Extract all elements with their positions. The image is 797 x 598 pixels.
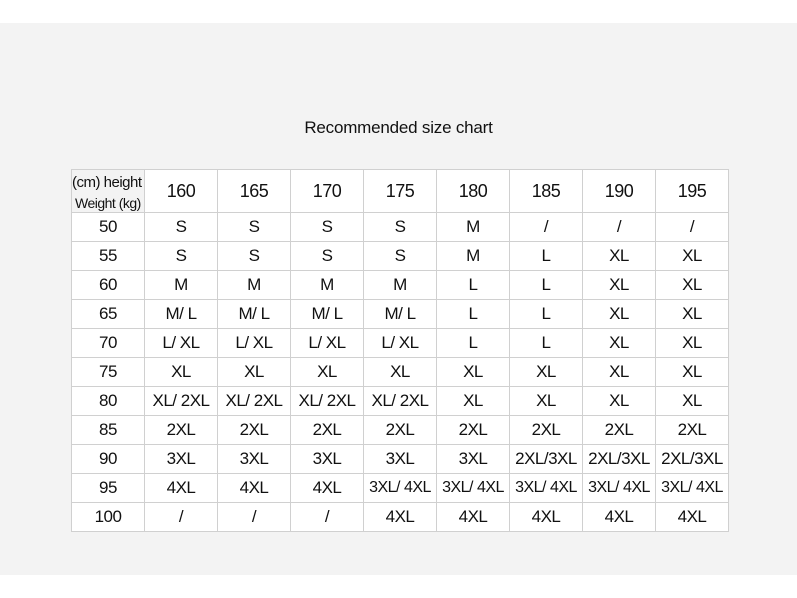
- size-cell: L/ XL: [364, 329, 437, 358]
- size-cell: XL: [510, 358, 583, 387]
- size-cell: L: [510, 300, 583, 329]
- table-row: [72, 213, 729, 242]
- size-cell: L: [437, 329, 510, 358]
- size-cell: 3XL: [218, 445, 291, 474]
- size-cell: 2XL: [218, 416, 291, 445]
- size-cell: XL: [656, 329, 729, 358]
- table-row: [72, 387, 729, 416]
- size-cell: L: [510, 242, 583, 271]
- size-cell: S: [364, 213, 437, 242]
- size-cell: 4XL: [364, 503, 437, 532]
- size-cell: 2XL/3XL: [583, 445, 656, 474]
- table-row: [72, 445, 729, 474]
- size-cell: L/ XL: [291, 329, 364, 358]
- size-cell: M: [437, 242, 510, 271]
- size-cell: 3XL/ 4XL: [437, 474, 510, 503]
- size-cell: /: [145, 503, 218, 532]
- size-cell: XL: [583, 242, 656, 271]
- size-cell: XL: [583, 329, 656, 358]
- size-cell: /: [583, 213, 656, 242]
- size-cell: 3XL: [437, 445, 510, 474]
- size-cell: 2XL: [437, 416, 510, 445]
- table-row: [72, 358, 729, 387]
- weight-header-cell: 95: [72, 474, 145, 503]
- table-row: [72, 242, 729, 271]
- size-cell: /: [510, 213, 583, 242]
- height-header-cell: 180: [437, 170, 510, 213]
- table-row: [72, 300, 729, 329]
- size-cell: 2XL: [291, 416, 364, 445]
- height-header-cell: 175: [364, 170, 437, 213]
- size-cell: M: [291, 271, 364, 300]
- size-cell: XL: [437, 358, 510, 387]
- weight-header-cell: 80: [72, 387, 145, 416]
- size-cell: 3XL/ 4XL: [364, 474, 437, 503]
- size-cell: XL: [583, 300, 656, 329]
- table-row: [72, 416, 729, 445]
- size-cell: S: [145, 242, 218, 271]
- size-cell: M: [364, 271, 437, 300]
- size-cell: S: [291, 242, 364, 271]
- weight-axis-label: Weight (kg): [75, 195, 141, 211]
- size-cell: XL/ 2XL: [291, 387, 364, 416]
- size-cell: L/ XL: [145, 329, 218, 358]
- size-cell: 3XL: [145, 445, 218, 474]
- size-cell: S: [218, 213, 291, 242]
- weight-header-cell: 55: [72, 242, 145, 271]
- size-cell: 2XL/3XL: [510, 445, 583, 474]
- size-cell: S: [218, 242, 291, 271]
- size-cell: XL: [437, 387, 510, 416]
- size-cell: XL: [583, 271, 656, 300]
- size-cell: 2XL: [364, 416, 437, 445]
- weight-header-cell: 85: [72, 416, 145, 445]
- size-cell: 3XL/ 4XL: [510, 474, 583, 503]
- size-cell: M: [145, 271, 218, 300]
- size-cell: 4XL: [656, 503, 729, 532]
- size-cell: XL: [583, 387, 656, 416]
- height-header-cell: 170: [291, 170, 364, 213]
- height-header-cell: 195: [656, 170, 729, 213]
- weight-header-cell: 70: [72, 329, 145, 358]
- corner-cell: [72, 170, 145, 213]
- height-header-cell: 165: [218, 170, 291, 213]
- size-cell: XL: [510, 387, 583, 416]
- size-cell: XL: [656, 387, 729, 416]
- size-cell: 3XL: [364, 445, 437, 474]
- size-chart-table: [71, 169, 729, 532]
- height-axis-label: (cm) height: [72, 174, 142, 191]
- size-cell: XL: [656, 300, 729, 329]
- weight-header-cell: 60: [72, 271, 145, 300]
- size-cell: L: [437, 271, 510, 300]
- size-cell: 4XL: [437, 503, 510, 532]
- size-cell: 2XL: [145, 416, 218, 445]
- size-cell: /: [656, 213, 729, 242]
- size-cell: /: [218, 503, 291, 532]
- size-cell: /: [291, 503, 364, 532]
- size-cell: M/ L: [218, 300, 291, 329]
- weight-header-cell: 100: [72, 503, 145, 532]
- size-cell: 4XL: [583, 503, 656, 532]
- size-cell: XL: [656, 358, 729, 387]
- size-cell: 3XL/ 4XL: [656, 474, 729, 503]
- size-cell: XL: [218, 358, 291, 387]
- weight-header-cell: 65: [72, 300, 145, 329]
- size-cell: XL: [291, 358, 364, 387]
- size-cell: 2XL: [656, 416, 729, 445]
- chart-title: Recommended size chart: [304, 118, 493, 137]
- size-cell: 2XL/3XL: [656, 445, 729, 474]
- size-cell: XL: [656, 271, 729, 300]
- header-row: [72, 170, 729, 213]
- size-cell: M: [437, 213, 510, 242]
- size-cell: S: [145, 213, 218, 242]
- size-cell: XL: [145, 358, 218, 387]
- size-cell: L: [510, 271, 583, 300]
- size-cell: M: [218, 271, 291, 300]
- size-cell: 4XL: [291, 474, 364, 503]
- size-cell: M/ L: [291, 300, 364, 329]
- size-cell: M/ L: [364, 300, 437, 329]
- height-header-cell: 190: [583, 170, 656, 213]
- size-cell: 3XL/ 4XL: [583, 474, 656, 503]
- size-cell: M/ L: [145, 300, 218, 329]
- table-row: [72, 503, 729, 532]
- size-cell: XL: [656, 242, 729, 271]
- weight-header-cell: 75: [72, 358, 145, 387]
- height-header-cell: 185: [510, 170, 583, 213]
- size-cell: L: [437, 300, 510, 329]
- size-cell: 4XL: [145, 474, 218, 503]
- weight-header-cell: 90: [72, 445, 145, 474]
- weight-header-cell: 50: [72, 213, 145, 242]
- size-cell: 4XL: [510, 503, 583, 532]
- table-row: [72, 329, 729, 358]
- table-row: [72, 474, 729, 503]
- size-cell: S: [291, 213, 364, 242]
- size-cell: L/ XL: [218, 329, 291, 358]
- size-cell: 4XL: [218, 474, 291, 503]
- size-cell: 3XL: [291, 445, 364, 474]
- size-cell: XL: [364, 358, 437, 387]
- size-cell: L: [510, 329, 583, 358]
- size-cell: XL/ 2XL: [364, 387, 437, 416]
- size-cell: 2XL: [510, 416, 583, 445]
- size-cell: XL/ 2XL: [145, 387, 218, 416]
- size-cell: XL/ 2XL: [218, 387, 291, 416]
- size-cell: 2XL: [583, 416, 656, 445]
- size-cell: S: [364, 242, 437, 271]
- table-row: [72, 271, 729, 300]
- height-header-cell: 160: [145, 170, 218, 213]
- size-cell: XL: [583, 358, 656, 387]
